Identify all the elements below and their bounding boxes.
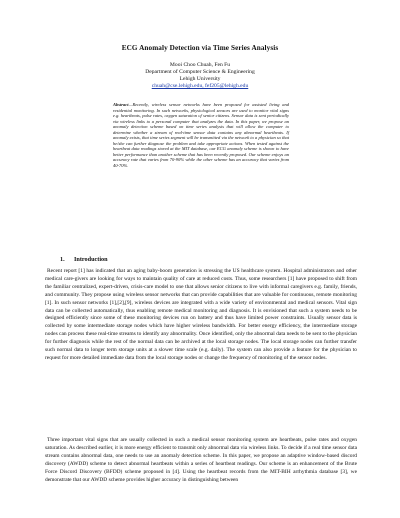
intro-paragraph-2: Three important vital signs that are usually collected in such a medical sensor monitoring system are heartbeats, pulse rates and oxygen saturation. As described earlier, it is more energy efficient to transmit only abnormal data via wireless links. To decide if a real time sensor data stream contains abnormal data, one needs to use an anomaly detection scheme. In this paper, we propose an adaptive window-based discord discovery (AWDD) scheme to detect abnormal heartbeats within a series of heartbeat readings. Our scheme is an enhancement of the Brute Force Discord Discovery (BFDD) scheme proposed in [4]. Using the heartbeat records from the MIT-BIH arrhythmia database [3], we demonstrate that our AWDD scheme provides higher accuracy in distinguishing between — [45, 437, 357, 483]
author-emails-link[interactable]: chuah@cse.lehigh.edu, fef205@lehigh.edu — [151, 83, 249, 89]
section-title: Introduction — [74, 256, 108, 263]
paper-authors: Mooi Choo Chuah, Fen Fu — [169, 62, 231, 68]
intro-paragraph-1: Recent report [1] has indicated that an aging baby-boom generation is stressing the US healthcare system. Hospital administrators and other medical care-givers are looking for ways to maintain quality of care at reduced costs. Thus, some researchers [1] have proposed to shift from the familiar centralized, expert-driven, crisis-care model to one that allows senior citizens to live with informal caregivers e.g. family, friends, and community. They propose using wireless sensor networks that can provide capabilities that are valuable for continuous, remote monitoring [1]. In such sensor networks [1],[2],[9], wireless devices are integrated with a wide variety of environmental and medical sensors. Vital sign data can be collected automatically, thus enabling remote medical monitoring and diagnosis. It is envisioned that such a system needs to be designed efficiently since some of these monitoring devices run on battery and thus have limited power constraints. Usually sensor data is collected by some intermediate storage nodes which have higher wireless bandwidth. For better energy efficiency, the intermediate storage nodes can process these real-time streams to identify any abnormality. Once identified, only the abnormal data needs to be sent to the physician for further diagnosis while the rest of the normal data can be archived at the local storage nodes. The local storage nodes can further transfer such normal data to longer term storage units at a slower time scale (e.g. daily). The system can also provide a feature for the physician to request for more detailed immediate data from the local storage nodes or change the frequency of monitoring of the sensor nodes. — [45, 268, 357, 361]
abstract-block — [113, 102, 289, 169]
section-heading — [60, 256, 108, 263]
paper-title: ECG Anomaly Detection via Time Series Analysis — [121, 44, 279, 52]
paper-affiliation: Department of Computer Science & Engineering — [145, 69, 255, 75]
paper-university: Lehigh University — [179, 76, 221, 82]
abstract-label: Abstract — [113, 102, 129, 107]
abstract-text: —Recently, wireless sensor networks have been proposed for assisted living and residential monitoring. In such networks, physiological sensors are used to monitor vital signs e.g. heartbeats, pulse rates, oxygen saturation of senior citizens. Sensor data is sent periodically via wireless links to a personal computer that analyzes the data. In this paper, we propose an anomaly detection scheme based on time series analysis that will allow the computer to determine whether a stream of real-time sensor data contains any abnormal heartbeats. If anomaly exists, that time series segment will be transmitted via the network to a physician so that he/she can further diagnose the problem and take appropriate actions. When tested against the heartbeat data readings stored at the MIT database, our ECG anomaly scheme is shown to have better performance than another scheme that has been recently proposed. Our scheme enjoys an accuracy rate that varies from 70-90% while the other scheme has an accuracy that varies from 40-70%. — [113, 102, 289, 169]
section-number: 1. — [60, 256, 65, 263]
